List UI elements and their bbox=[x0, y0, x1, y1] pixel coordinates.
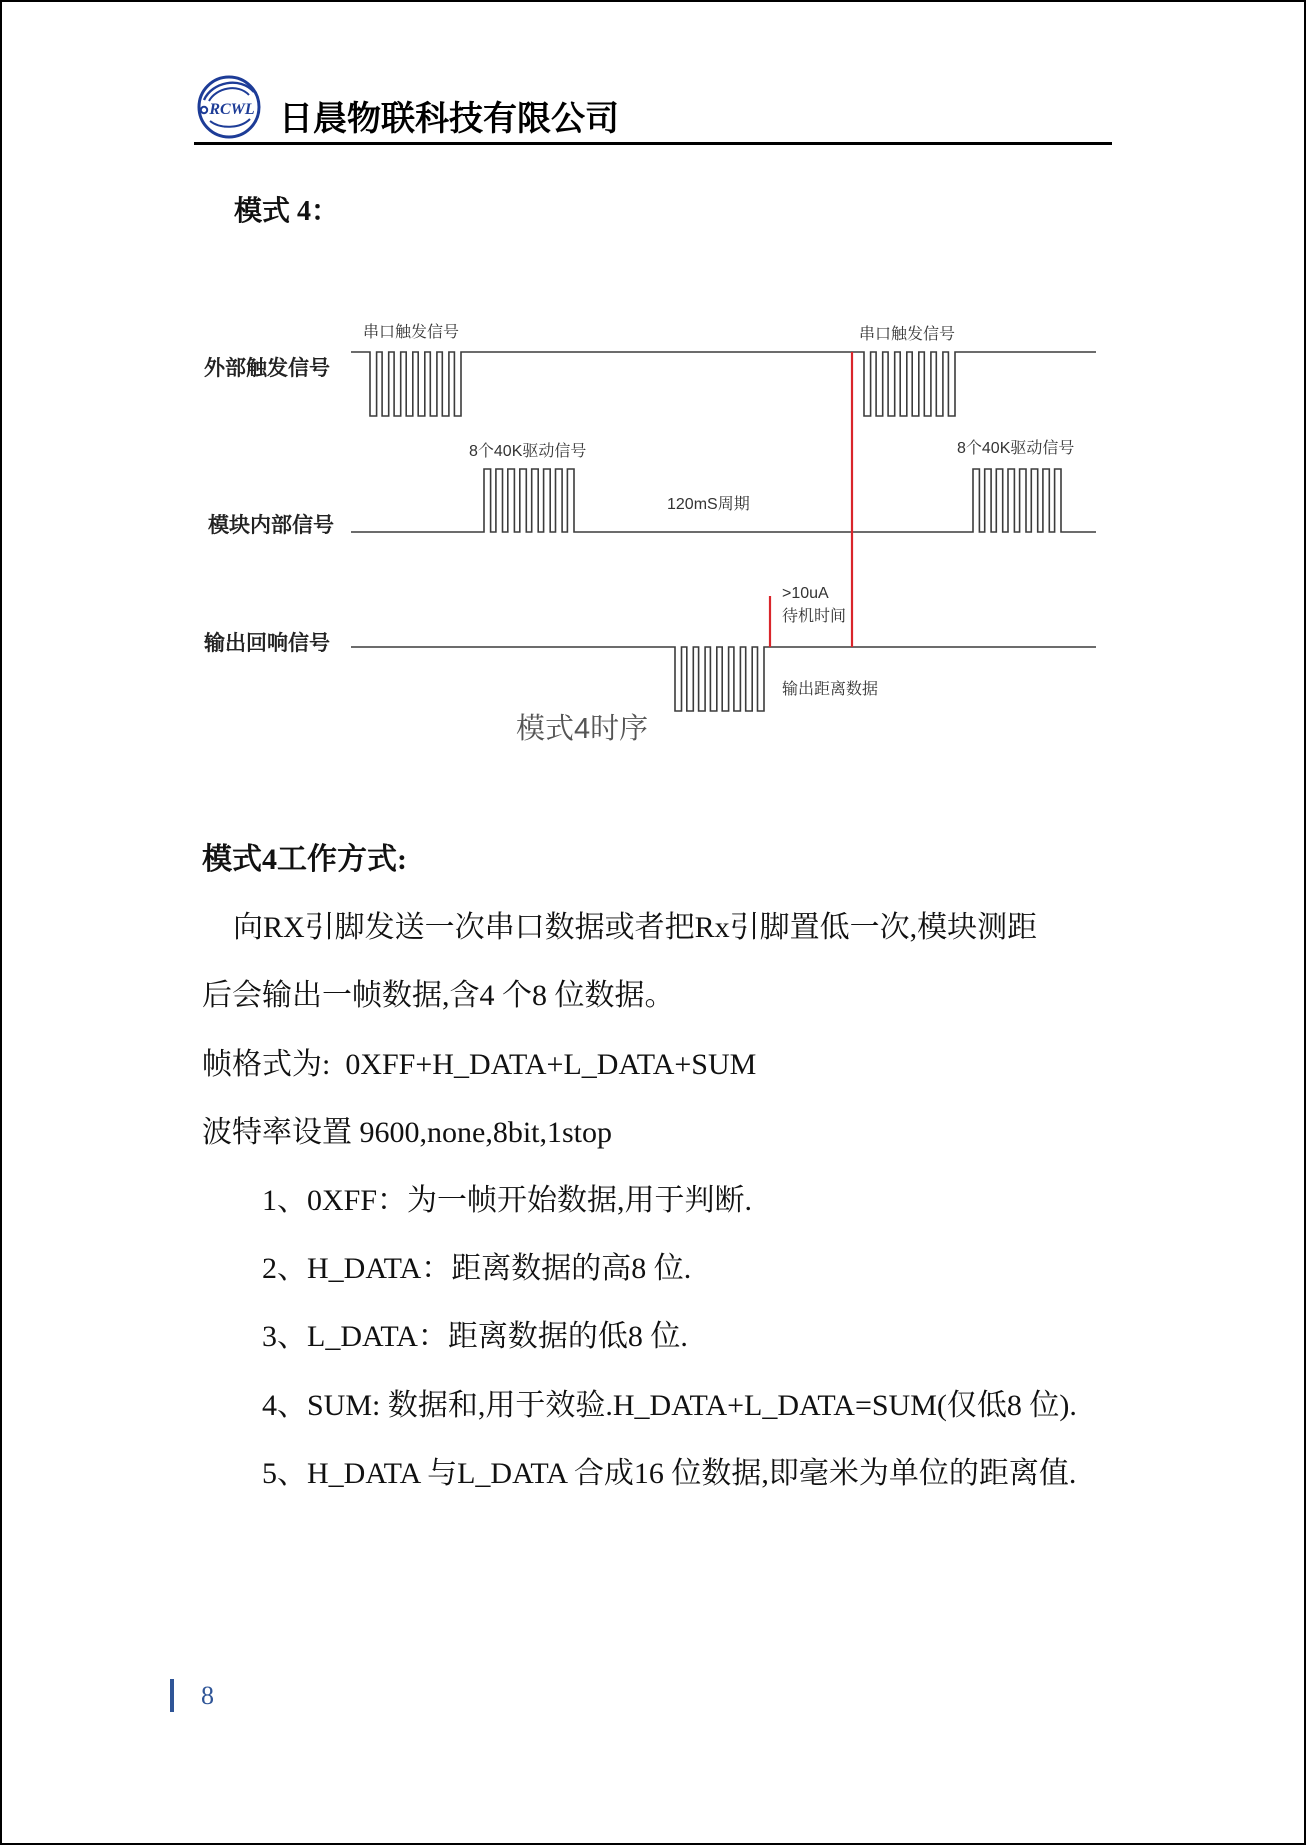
logo-text: RCWL bbox=[209, 101, 255, 118]
list-item: 5、H_DATA 与L_DATA 合成16 位数据,即毫米为单位的距离值. bbox=[262, 1456, 1077, 1490]
list-item: 2、H_DATA：距离数据的高8 位. bbox=[262, 1252, 692, 1286]
list-item: 4、SUM: 数据和,用于效验.H_DATA+L_DATA=SUM(仅低8 位). bbox=[262, 1388, 1077, 1422]
echo-output-waveform bbox=[351, 647, 1096, 711]
frame-format-line: 帧格式为: 0XFF+H_DATA+L_DATA+SUM bbox=[202, 1047, 757, 1081]
list-item: 1、0XFF：为一帧开始数据,用于判断. bbox=[262, 1183, 753, 1217]
external-trigger-waveform bbox=[351, 352, 1096, 416]
company-name: 日晨物联科技有限公司 bbox=[279, 100, 619, 138]
serial-trigger-label: 串口触发信号 bbox=[859, 326, 956, 343]
diagram-caption: 模式4时序 bbox=[516, 713, 649, 745]
description-line: 向RX引脚发送一次串口数据或者把Rx引脚置低一次,模块测距 bbox=[233, 911, 1038, 945]
drive-signal-label: 8个40K驱动信号 bbox=[469, 443, 587, 460]
distance-output-label: 输出距离数据 bbox=[782, 681, 879, 698]
standby-time-label: 待机时间 bbox=[782, 608, 847, 625]
standby-current-label: >10uA bbox=[782, 585, 829, 602]
work-mode-section bbox=[202, 826, 1077, 1508]
footer-accent-bar bbox=[170, 1679, 174, 1712]
signal-label-echo-output: 输出回响信号 bbox=[204, 632, 330, 655]
signal-label-module-internal: 模块内部信号 bbox=[208, 514, 334, 537]
logo-dot bbox=[201, 107, 207, 113]
signal-label-external-trigger: 外部触发信号 bbox=[204, 357, 330, 380]
mode-title: 模式 4： bbox=[234, 196, 340, 227]
list-item: 3、L_DATA：距离数据的低8 位. bbox=[262, 1320, 688, 1354]
logo-orbit-inner bbox=[209, 88, 249, 101]
company-logo bbox=[196, 74, 262, 140]
serial-trigger-label: 串口触发信号 bbox=[363, 324, 460, 341]
description-line: 后会输出一帧数据,含4 个8 位数据。 bbox=[202, 979, 675, 1013]
logo-orbit-lower bbox=[210, 119, 250, 127]
baud-rate-line: 波特率设置 9600,none,8bit,1stop bbox=[202, 1115, 612, 1149]
page-number: 8 bbox=[201, 1681, 214, 1710]
drive-signal-label: 8个40K驱动信号 bbox=[957, 440, 1075, 457]
header-rule bbox=[194, 142, 1112, 145]
period-label: 120mS周期 bbox=[667, 496, 750, 513]
work-mode-heading: 模式4工作方式: bbox=[202, 843, 407, 876]
